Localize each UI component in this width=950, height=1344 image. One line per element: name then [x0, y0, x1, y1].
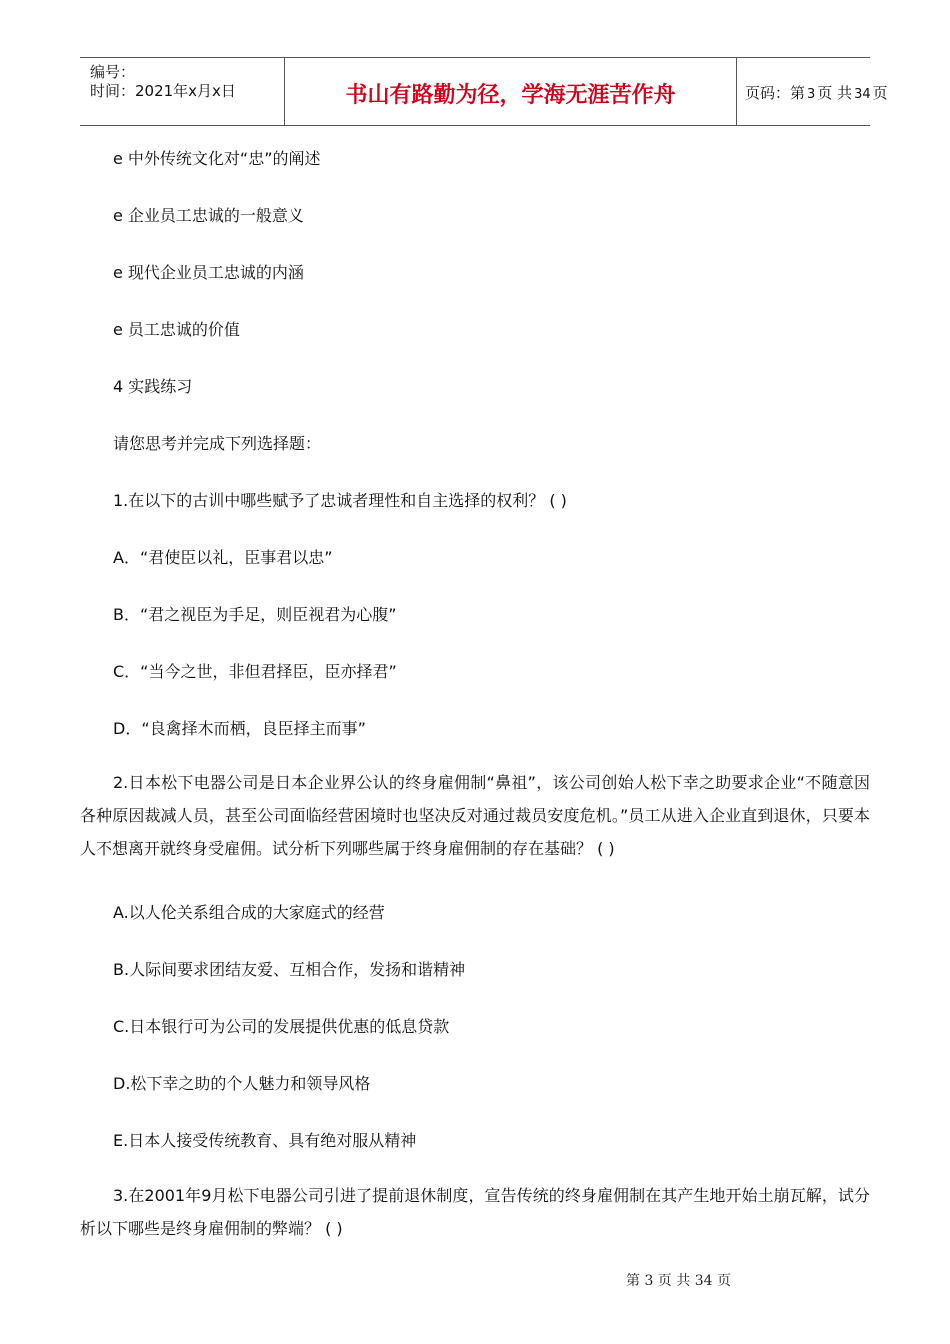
q2-option-b: B.人际间要求团结友爱、互相合作，发扬和谐精神 — [113, 960, 466, 979]
question-3: 3.在2001年9月松下电器公司引进了提前退休制度，宣告传统的终身雇佣制在其产生地开始土崩瓦解，试分析以下哪些是终身雇佣制的弊端？ ( ) — [80, 1186, 870, 1238]
header-left-cell — [80, 58, 284, 125]
page-footer: 第 3 页 共 34 页 — [626, 1273, 731, 1289]
outline-item: e 现代企业员工忠诚的内涵 — [113, 263, 304, 282]
page-current: 3 — [807, 87, 816, 102]
time-label: 时间：2021年x月x日 — [90, 82, 236, 100]
header-right-cell — [735, 58, 888, 125]
q1-option-d: D．“良禽择木而栖，良臣择主而事” — [113, 719, 366, 738]
outline-item: e 企业员工忠诚的一般意义 — [113, 206, 304, 225]
page-mid: 页 共 — [817, 84, 853, 102]
q1-option-a: A．“君使臣以礼，臣事君以忠” — [113, 548, 333, 567]
q1-option-c: C．“当今之世，非但君择臣，臣亦择君” — [113, 662, 397, 681]
q2-option-e: E.日本人接受传统教育、具有绝对服从精神 — [113, 1131, 417, 1150]
header-motto: 书山有路勤为径，学海无涯苦作舟 — [345, 82, 676, 108]
page-total: 34 — [854, 87, 871, 102]
q2-option-c: C.日本银行可为公司的发展提供优惠的低息贷款 — [113, 1017, 450, 1036]
q2-option-a: A.以人伦关系组合成的大家庭式的经营 — [113, 903, 385, 922]
q2-option-d: D.松下幸之助的个人魅力和领导风格 — [113, 1074, 371, 1093]
q1-option-b: B．“君之视臣为手足，则臣视君为心腹” — [113, 605, 397, 624]
question-1: 1.在以下的古训中哪些赋予了忠诚者理性和自主选择的权利？ ( ) — [113, 491, 567, 510]
question-2: 2.日本松下电器公司是日本企业界公认的终身雇佣制“鼻祖”，该公司创始人松下幸之助要求企业“不随意因各种原因裁减人员，甚至公司面临经营困境时也坚决反对通过裁员安度危机。”员工从进入企业直到退休，只要本人不想离开就终身受雇佣。试分析下列哪些属于终身雇佣制的存在基础？ ( ) — [80, 773, 870, 858]
page-prefix: 页码：第 — [745, 84, 806, 102]
header-middle-cell — [284, 58, 737, 125]
outline-item: e 员工忠诚的价值 — [113, 320, 240, 339]
page-header — [80, 57, 888, 126]
outline-item: e 中外传统文化对“忠”的阐述 — [113, 149, 321, 168]
header-page-info — [745, 82, 888, 103]
serial-label: 编号： — [90, 63, 136, 81]
page-suffix: 页 — [872, 84, 888, 102]
instruction-text: 请您思考并完成下列选择题： — [113, 434, 322, 453]
section-heading: 4 实践练习 — [113, 377, 193, 396]
